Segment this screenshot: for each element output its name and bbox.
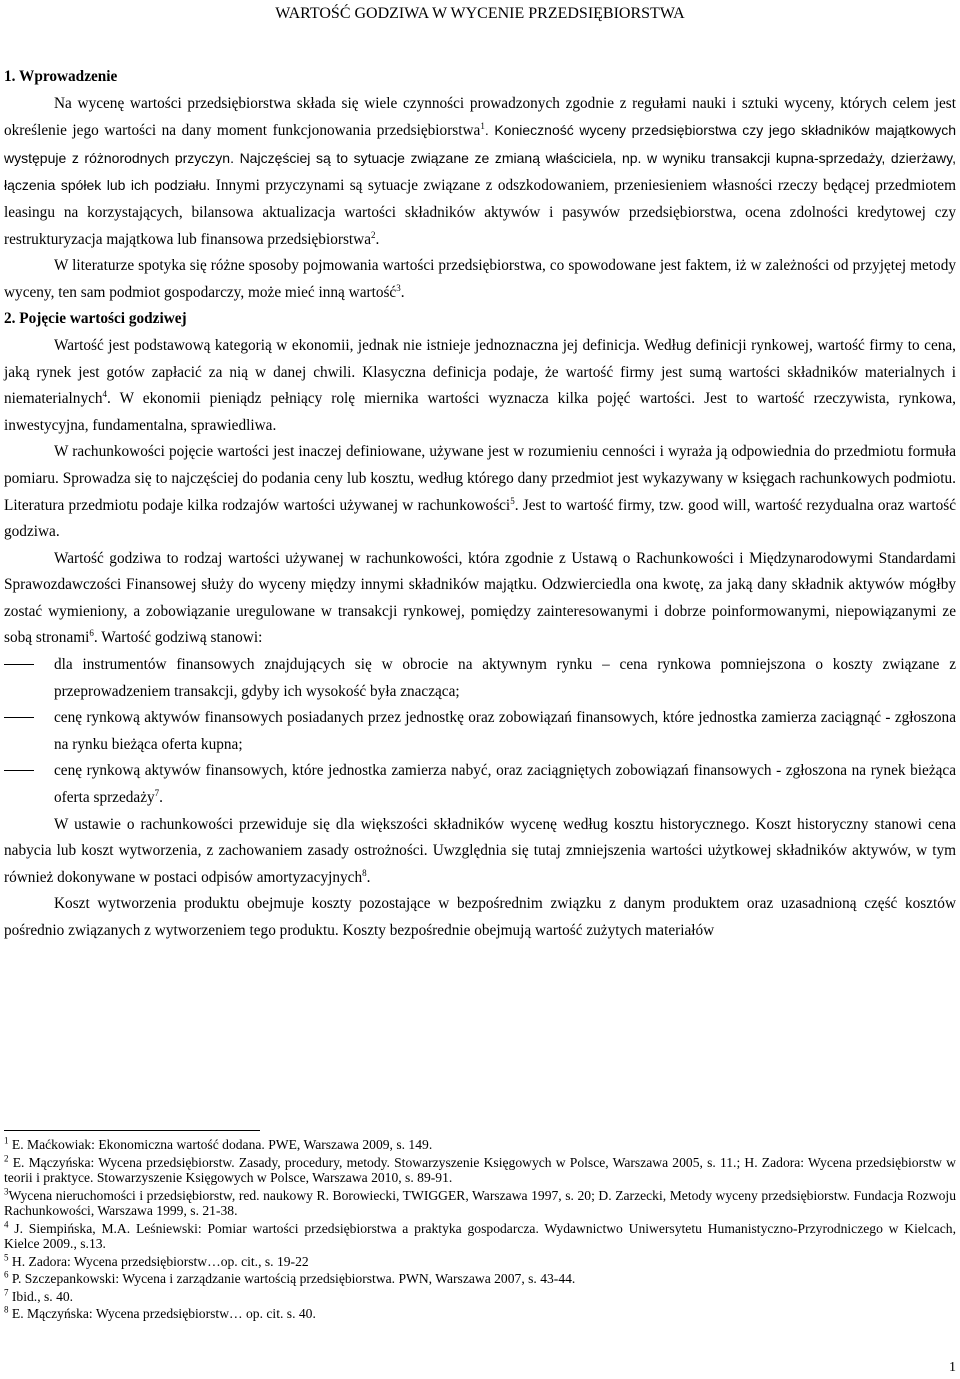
footnote-ref: 2 (371, 229, 376, 240)
document-title: WARTOŚĆ GODZIWA W WYCENIE PRZEDSIĘBIORSTWA (275, 5, 685, 22)
text-run: . Jest to wartość firmy, tzw. good will, wartość rezydualna oraz wartość godziwa. (4, 496, 956, 541)
footnote-text: Ibid., s. 40. (8, 1288, 74, 1304)
section-1-paragraph-2 (4, 253, 956, 306)
footnote-text: E. Mączyńska: Wycena przedsiębiorstw. Zasady, procedury, metody. Stowarzyszenie Księgowych w Polsce, Warszawa 2005, s. 11.; H. Zadora: Wycena przedsiębiorstw w teorii i praktyce. Stowarzyszenie Księgowych w Polsce, Warszawa 2010, s. 89-91. (4, 1154, 956, 1185)
footnote-ref: 6 (89, 628, 94, 639)
footnote (4, 1185, 956, 1219)
text-run: . (375, 230, 380, 248)
text-run: . (400, 283, 405, 301)
text-run: . (366, 868, 371, 886)
text-run: Wartość godziwa to rodzaj wartości używanej w rachunkowości, która zgodnie z Ustawą o Rachunkowości i Międzynarodowymi Standardami Sprawozdawczości Finansowej służy do wyceny między innymi składników majątku. Odzwierciedla ona kwotę, za jaką dany składnik aktywów mógłby zostać wymieniony, a zobowiązanie uregulowane w transakcji rynkowej, pomiędzy zainteresowanymi i dobrze poinformowanymi, niepowiązanymi ze sobą stronami (4, 549, 956, 647)
footnote-number: 2 (4, 1152, 9, 1163)
text-run: W literaturze spotyka się różne sposoby pojmowania wartości przedsiębiorstwa, co spowodowane jest faktem, iż w zależności od przyjętej metody wyceny, ten sam podmiot gospodarczy, może mieć inną wartość (4, 257, 956, 301)
section-2-paragraph-4 (4, 812, 956, 892)
footnote (4, 1306, 956, 1322)
section-1-heading: 1. Wprowadzenie (4, 68, 118, 85)
footnote-separator (4, 1130, 260, 1131)
section-1-paragraph-1 (4, 91, 956, 254)
footnote-ref: 1 (480, 121, 485, 132)
list-item (4, 652, 956, 705)
footnote (4, 1251, 956, 1270)
dash-bullet-icon (4, 758, 34, 785)
dash-bullet-icon (4, 705, 34, 732)
text-run: . Wartość godziwą stanowi: (93, 629, 263, 647)
section-2-heading: 2. Pojęcie wartości godziwej (4, 310, 187, 328)
text-run: Na wycenę wartości przedsiębiorstwa składa się wiele czynności prowadzonych zgodnie z regułami nauki i sztuki wyceny, których celem jest określenie jego wartości na dany moment funkcjonowania przedsiębiorstwa (4, 94, 956, 140)
section-2-paragraph-5: Koszt wytworzenia produktu obejmuje koszty pozostające w bezpośrednim związku z danym produktem oraz uzasadnioną część kosztów pośrednio związanych z wytworzeniem tego produktu. Koszty bezpośrednie obejmują wartość zużytych materiałów (4, 895, 956, 939)
footnote-ref: 7 (154, 787, 160, 798)
text-run: Innymi przyczynami są sytuacje związane z odszkodowaniem, przeniesieniem własności rzeczy będącej przedmiotem leasingu na korzystających, bilansowa aktualizacja wartości składników aktywów i pasywów przedsiębiorstwa, ocena zdolności kredytowej czy restrukturyzacja majątkowa lub finansowa przedsiębiorstwa (4, 177, 956, 248)
text-run: . (159, 789, 163, 807)
footnote-text: E. Mączyńska: Wycena przedsiębiorstw… op. cit. s. 40. (8, 1306, 316, 1321)
footnote-text: P. Szczepankowski: Wycena i zarządzanie wartością przedsiębiorstwa. PWN, Warszawa 2007, s. 43-44. (8, 1271, 576, 1286)
text-run: W ustawie o rachunkowości przewiduje się dla większości składników wycenę według kosztu historycznego. Koszt historyczny stanowi cena nabycia lub koszt wytworzenia, z zachowaniem zasady ostrożności. Uwzględnia się tutaj zmniejszenia wartości użytkowej składników aktywów, w tym również dokonywane w postaci odpisów amortyzacyjnych (4, 815, 956, 886)
section-2-paragraph-2 (4, 439, 956, 545)
footnote (4, 1137, 956, 1153)
list-item (4, 758, 956, 811)
footnote-number: 4 (4, 1218, 9, 1229)
list-item-text: cenę rynkową aktywów finansowych, które jednostka zamierza nabyć, oraz zaciągniętych zobowiązań finansowych - zgłoszona na rynek bieżąca oferta sprzedaży (54, 762, 956, 807)
list-item (4, 705, 956, 758)
text-run: w wyniku transakcji kupna-sprzedaży, dzierżawy, łączenia spółek lub ich podziału. (4, 149, 956, 194)
footnote-ref: 3 (396, 282, 401, 293)
footnote-number: 3 (4, 1185, 9, 1196)
text-run: . W ekonomii pieniądz pełniący rolę miernika wartości wyznacza kilka pojęć wartości. Jest to wartość rzeczywista, rynkowa, inwestycyjna, fundamentalna, sprawiedliwa. (4, 390, 956, 434)
text-run: Wartość jest podstawową kategorią w ekonomii, jednak nie istnieje jednoznaczna jej definicja. Według definicji rynkowej, wartość firmy to cena, jaką rynek jest gotów zapłacić za nią w danej chwili. Klasyczna definicja podaje, że wartość firmy jest sumą wartości składników materialnych i niematerialnych (4, 336, 956, 408)
list-item-text: cenę rynkową aktywów finansowych posiadanych przez jednostkę oraz zobowiązań finansowych, które jednostka zamierza zaciągnąć - zgłoszona na rynku bieżąca oferta kupna; (54, 709, 956, 753)
footnote (4, 1152, 956, 1186)
footnote-number: 7 (4, 1286, 9, 1297)
page-number: 1 (949, 1360, 956, 1375)
footnote-ref: 4 (102, 389, 108, 400)
footnote-text: Wycena nieruchomości i przedsiębiorstw, red. naukowy R. Borowiecki, TWIGGER, Warszawa 1997, s. 20; D. Zarzecki, Metody wyceny przedsiębiorstw. Fundacja Rozwoju Rachunkowości, Warszawa 1999, s. 21-38. (4, 1187, 956, 1218)
footnote-number: 8 (4, 1304, 9, 1315)
footnote-number: 6 (4, 1269, 9, 1280)
footnote-number: 1 (4, 1135, 9, 1146)
footnote-text: J. Siempińska, M.A. Leśniewski: Pomiar wartości przedsiębiorstwa a praktyka gospodarcza. Wydawnictwo Uniwersytetu Humanistyczno-Przyrodniczego w Kielcach, Kielce 2009., s.13. (4, 1220, 956, 1251)
footnote (4, 1271, 956, 1287)
footnote-ref: 5 (510, 495, 515, 506)
dash-bullet-icon (4, 652, 34, 679)
footnote-number: 5 (4, 1251, 9, 1262)
footnote-ref: 8 (362, 867, 367, 878)
document-body (4, 64, 956, 945)
footnote (4, 1218, 956, 1252)
text-run: W rachunkowości pojęcie wartości jest inaczej definiowane, używane jest w rozumieniu cenności i wyraża ją odpowiednia do przedmiotu formuła pomiaru. Sprowadza się to najczęściej do podania ceny lub kosztu, według którego dany przedmiot jest wykazywany w księgach rachunkowych podmiotu. Literatura przedmiotu podaje kilka rodzajów wartości używanej w rachunkowości (4, 443, 956, 514)
text-run: . Konieczność wyceny przedsiębiorstwa czy jego składników majątkowych występuje z różnorodnych przyczyn. Najczęściej są to sytuacje związane ze zmianą właściciela, np. (4, 122, 956, 166)
list-item-text: dla instrumentów finansowych znajdujących się w obrocie na aktywnym rynku – cena rynkowa pomniejszona o koszty związane z przeprowadzeniem transakcji, gdyby ich wysokość była znacząca; (54, 656, 956, 700)
section-2-paragraph-3 (4, 546, 956, 652)
footnote-text: H. Zadora: Wycena przedsiębiorstw…op. cit., s. 19-22 (8, 1253, 309, 1269)
footnote (4, 1286, 956, 1305)
footnote-text: E. Maćkowiak: Ekonomiczna wartość dodana. PWE, Warszawa 2009, s. 149. (8, 1137, 433, 1152)
section-2-paragraph-1 (4, 333, 956, 439)
footnotes (4, 1130, 956, 1324)
